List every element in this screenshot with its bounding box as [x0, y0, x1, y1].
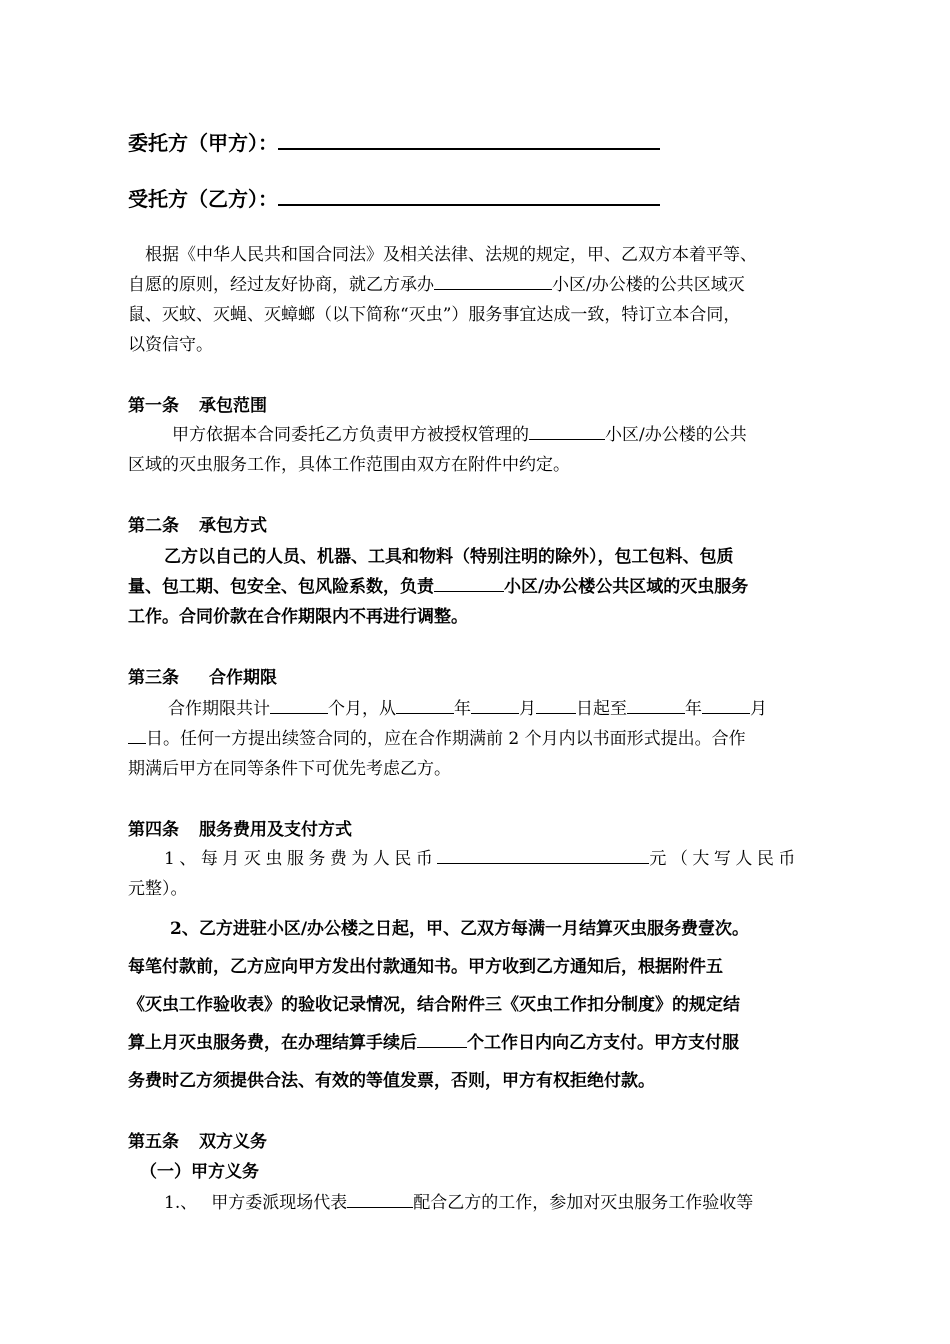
article-text: 月: [750, 699, 767, 719]
contractor-party-line: [128, 184, 660, 214]
preamble-line-2: [128, 270, 826, 300]
article-text: 小区/办公楼公共区域的灭虫服务: [504, 577, 749, 597]
start-day-blank[interactable]: [536, 695, 576, 714]
preamble-text: 小区/办公楼的公共区域灭: [552, 275, 745, 295]
article-text: 1.、: [164, 1193, 198, 1213]
article-number: 第四条: [128, 820, 179, 840]
preamble: [128, 240, 826, 360]
article-2-body: [128, 542, 826, 632]
article-3-line-3: 期满后甲方在同等条件下可优先考虑乙方。: [128, 759, 451, 779]
article-text: 甲方依据本合同委托乙方负责甲方被授权管理的: [172, 425, 529, 445]
contractor-blank[interactable]: [278, 184, 660, 206]
article-5-heading: [128, 1128, 267, 1156]
article-3-heading: [128, 664, 277, 692]
article-3-line-2: [128, 724, 826, 754]
contractor-label: 受托方（乙方）：: [128, 187, 278, 211]
article-name: 合作期限: [209, 668, 277, 688]
community-blank[interactable]: [434, 573, 504, 592]
article-text: 日。任何一方提出续签合同的，应在合作期满前 2 个月内以书面形式提出。合作: [146, 729, 746, 749]
article-1-line-1: [128, 420, 826, 450]
article-text: 月: [519, 699, 536, 719]
end-day-blank[interactable]: [128, 725, 146, 744]
article-name: 承包范围: [199, 396, 267, 416]
article-5-body: [128, 1188, 826, 1218]
article-text: 元（大写人民币: [649, 849, 800, 869]
article-text: 个月，从: [328, 699, 396, 719]
end-month-blank[interactable]: [702, 695, 750, 714]
article-1-line-2: 区域的灭虫服务工作，具体工作范围由双方在附件中约定。: [128, 455, 570, 475]
preamble-text: 自愿的原则，经过友好协商，就乙方承办: [128, 275, 434, 295]
client-party-line: [128, 128, 660, 158]
start-year-blank[interactable]: [396, 695, 454, 714]
article-1-heading: [128, 392, 267, 420]
article-4-item-1: [128, 844, 826, 904]
article-4-item-2-line-2: 每笔付款前，乙方应向甲方发出付款通知书。甲方收到乙方通知后，根据附件五: [128, 957, 723, 977]
article-name: 服务费用及支付方式: [199, 820, 352, 840]
article-text: 甲方委派现场代表: [211, 1193, 348, 1213]
end-year-blank[interactable]: [627, 695, 685, 714]
article-3-body: [128, 694, 826, 784]
article-2-line-2: [128, 572, 826, 602]
article-3-line-1: [128, 694, 826, 724]
article-2-line-1: 乙方以自己的人员、机器、工具和物料（特别注明的除外），包工包料、包质: [164, 547, 734, 567]
article-5-line-1: [128, 1188, 826, 1218]
article-4-item-2-line-3: 《灭虫工作验收表》的验收记录情况，结合附件三《灭虫工作扣分制度》的规定结: [128, 995, 740, 1015]
article-4-item-2-line-1: 2、乙方进驻小区/办公楼之日起，甲、乙双方每满一月结算灭虫服务费壹次。: [170, 919, 750, 939]
community-blank[interactable]: [529, 421, 605, 440]
payment-days-blank[interactable]: [417, 1029, 467, 1048]
article-text: 年: [454, 699, 471, 719]
preamble-line-3: 鼠、灭蚊、灭蝇、灭蟑螂（以下简称“灭虫”）服务事宜达成一致，特订立本合同，: [128, 305, 741, 325]
months-blank[interactable]: [270, 695, 328, 714]
article-number: 第二条: [128, 516, 179, 536]
article-2-line-3: 工作。合同价款在合作期限内不再进行调整。: [128, 607, 468, 627]
party-a-duties-heading: （一）甲方义务: [140, 1162, 259, 1182]
article-text: 小区/办公楼的公共: [605, 425, 747, 445]
preamble-line-1: 根据《中华人民共和国合同法》及相关法律、法规的规定，甲、乙双方本着平等、: [145, 245, 757, 265]
article-name: 承包方式: [199, 516, 267, 536]
article-number: 第一条: [128, 396, 179, 416]
article-4-item-2: [128, 910, 826, 1100]
article-text: 合作期限共计: [168, 699, 270, 719]
article-text: 年: [685, 699, 702, 719]
client-blank[interactable]: [278, 128, 660, 150]
article-text: 配合乙方的工作，参加对灭虫服务工作验收等: [413, 1193, 754, 1213]
preamble-line-4: 以资信守。: [128, 335, 213, 355]
article-4-item-2-line-4: [128, 1024, 826, 1062]
community-blank[interactable]: [434, 271, 552, 290]
article-4-line-2: 元整）。: [128, 879, 188, 899]
article-4-item-2-line-5: 务费时乙方须提供合法、有效的等值发票，否则，甲方有权拒绝付款。: [128, 1071, 655, 1091]
article-text: 个工作日内向乙方支付。甲方支付服: [467, 1033, 739, 1053]
article-number: 第三条: [128, 668, 179, 688]
article-text: 算上月灭虫服务费，在办理结算手续后: [128, 1033, 417, 1053]
start-month-blank[interactable]: [471, 695, 519, 714]
representative-blank[interactable]: [347, 1189, 413, 1208]
article-name: 双方义务: [199, 1132, 267, 1152]
client-label: 委托方（甲方）：: [128, 131, 278, 155]
article-4-heading: [128, 816, 352, 844]
article-text: 量、包工期、包安全、包风险系数，负责: [128, 577, 434, 597]
monthly-fee-blank[interactable]: [437, 845, 649, 864]
article-number: 第五条: [128, 1132, 179, 1152]
article-4-line-1: [128, 844, 826, 874]
article-1-body: [128, 420, 826, 480]
article-text: 1、每月灭虫服务费为人民币: [164, 849, 438, 869]
article-text: 日起至: [576, 699, 627, 719]
article-2-heading: [128, 512, 267, 540]
